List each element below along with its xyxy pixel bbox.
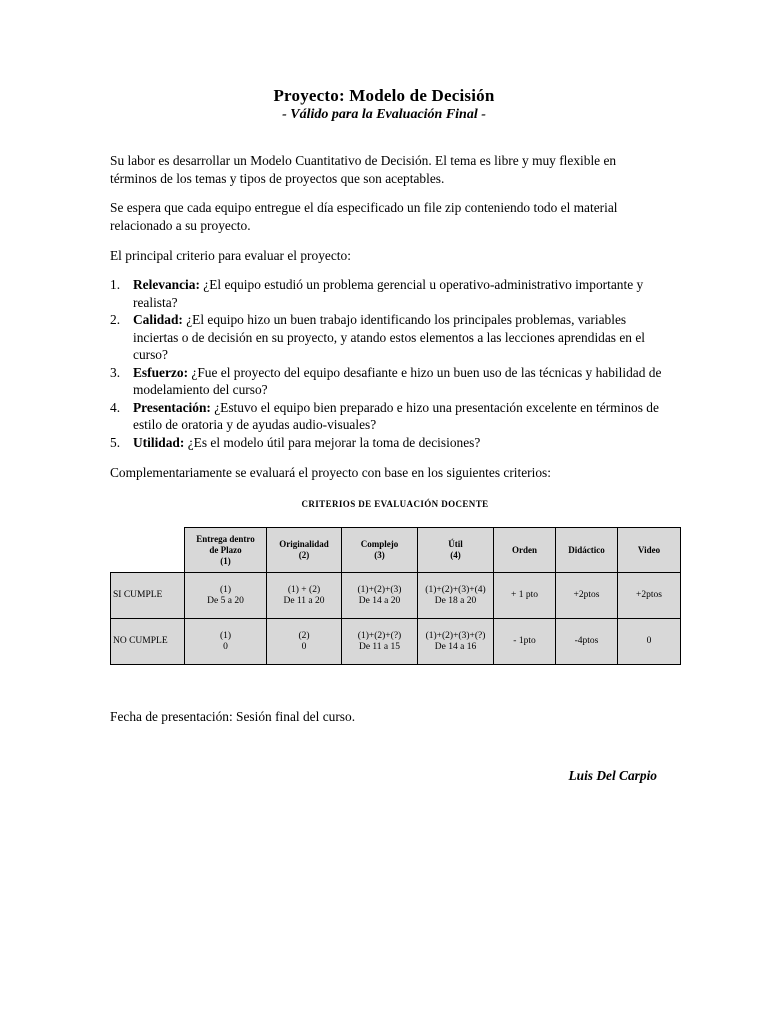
header-util: Útil (4)	[418, 528, 494, 573]
list-lead: Calidad:	[133, 312, 183, 327]
list-number: 5.	[110, 434, 121, 450]
list-lead: Presentación:	[133, 399, 211, 415]
list-number: 1.	[110, 277, 121, 292]
table-cell: (1) De 5 a 20	[185, 573, 267, 619]
document-subtitle: - Válido para la Evaluación Final -	[282, 107, 486, 122]
header-orden: Orden	[494, 528, 556, 573]
list-number: 4.	[110, 399, 121, 415]
criteria-list	[110, 276, 670, 451]
signature: Luis Del Carpio	[568, 768, 657, 783]
criteria-intro-paragraph: El principal criterio para evaluar el proyecto:	[110, 248, 351, 263]
list-lead: Relevancia:	[133, 277, 200, 292]
table-cell: + 1 pto	[494, 573, 556, 619]
table-header-row	[111, 528, 681, 573]
list-text: ¿El equipo hizo un buen trabajo identificando los principales problemas, variables inciertas o de decisión en su proyecto, y atando estos elementos a las lecciones aprendidas en el curso?	[133, 312, 646, 362]
table-cell: (1)+(2)+(3) De 14 a 20	[342, 573, 418, 619]
presentation-date: Fecha de presentación: Sesión final del curso.	[110, 709, 356, 724]
document-title: Proyecto: Modelo de Decisión	[273, 86, 495, 105]
list-text: ¿El equipo estudió un problema gerencial u operativo-administrativo importante y realista?	[133, 277, 644, 310]
header-originalidad: Originalidad (2)	[267, 528, 342, 573]
list-text: ¿Fue el proyecto del equipo desafiante e hizo un buen uso de las técnicas y habilidad de modelamiento del curso?	[133, 364, 662, 397]
header-entrega: Entrega dentro de Plazo (1)	[185, 528, 267, 573]
table-cell: +2ptos	[556, 573, 618, 619]
table-cell: (1) + (2) De 11 a 20	[267, 573, 342, 619]
table-cell: (2) 0	[267, 619, 342, 665]
list-text: ¿Estuvo el equipo bien preparado e hizo una presentación excelente en términos de estilo de oratoria y de ayudas audio-visuales?	[133, 399, 659, 432]
list-item	[110, 311, 670, 364]
intro-paragraph: Su labor es desarrollar un Modelo Cuantitativo de Decisión. El tema es libre y muy flexible en términos de los temas y tipos de proyectos que son aceptables.	[110, 153, 617, 186]
list-item	[110, 364, 670, 399]
evaluation-table	[110, 527, 681, 665]
list-number: 2.	[110, 312, 121, 327]
list-lead: Utilidad:	[133, 434, 185, 450]
row-label-no-cumple: NO CUMPLE	[111, 619, 185, 665]
table-cell: (1)+(2)+(3)+(4) De 18 a 20	[418, 573, 494, 619]
table-row	[111, 619, 681, 665]
table-cell: (1)+(2)+(3)+(?) De 14 a 16	[418, 619, 494, 665]
table-cell: (1)+(2)+(?) De 11 a 15	[342, 619, 418, 665]
table-cell: -4ptos	[556, 619, 618, 665]
list-lead: Esfuerzo:	[133, 364, 189, 380]
row-label-si-cumple: SI CUMPLE	[111, 573, 185, 619]
complement-paragraph: Complementariamente se evaluará el proyecto con base en los siguientes criterios:	[110, 465, 551, 480]
header-complejo: Complejo (3)	[342, 528, 418, 573]
table-title: CRITERIOS DE EVALUACIÓN DOCENTE	[301, 499, 489, 509]
delivery-paragraph: Se espera que cada equipo entregue el día especificado un file zip conteniendo todo el material relacionado a su proyecto.	[110, 200, 618, 233]
list-number: 3.	[110, 364, 121, 380]
header-video: Video	[618, 528, 681, 573]
table-cell: - 1pto	[494, 619, 556, 665]
list-item	[110, 399, 670, 434]
list-item	[110, 276, 670, 311]
list-item	[110, 434, 670, 452]
header-didactico: Didáctico	[556, 528, 618, 573]
list-text: ¿Es el modelo útil para mejorar la toma de decisiones?	[184, 434, 481, 450]
table-cell: 0	[618, 619, 681, 665]
table-cell: +2ptos	[618, 573, 681, 619]
table-cell: (1) 0	[185, 619, 267, 665]
table-row	[111, 573, 681, 619]
